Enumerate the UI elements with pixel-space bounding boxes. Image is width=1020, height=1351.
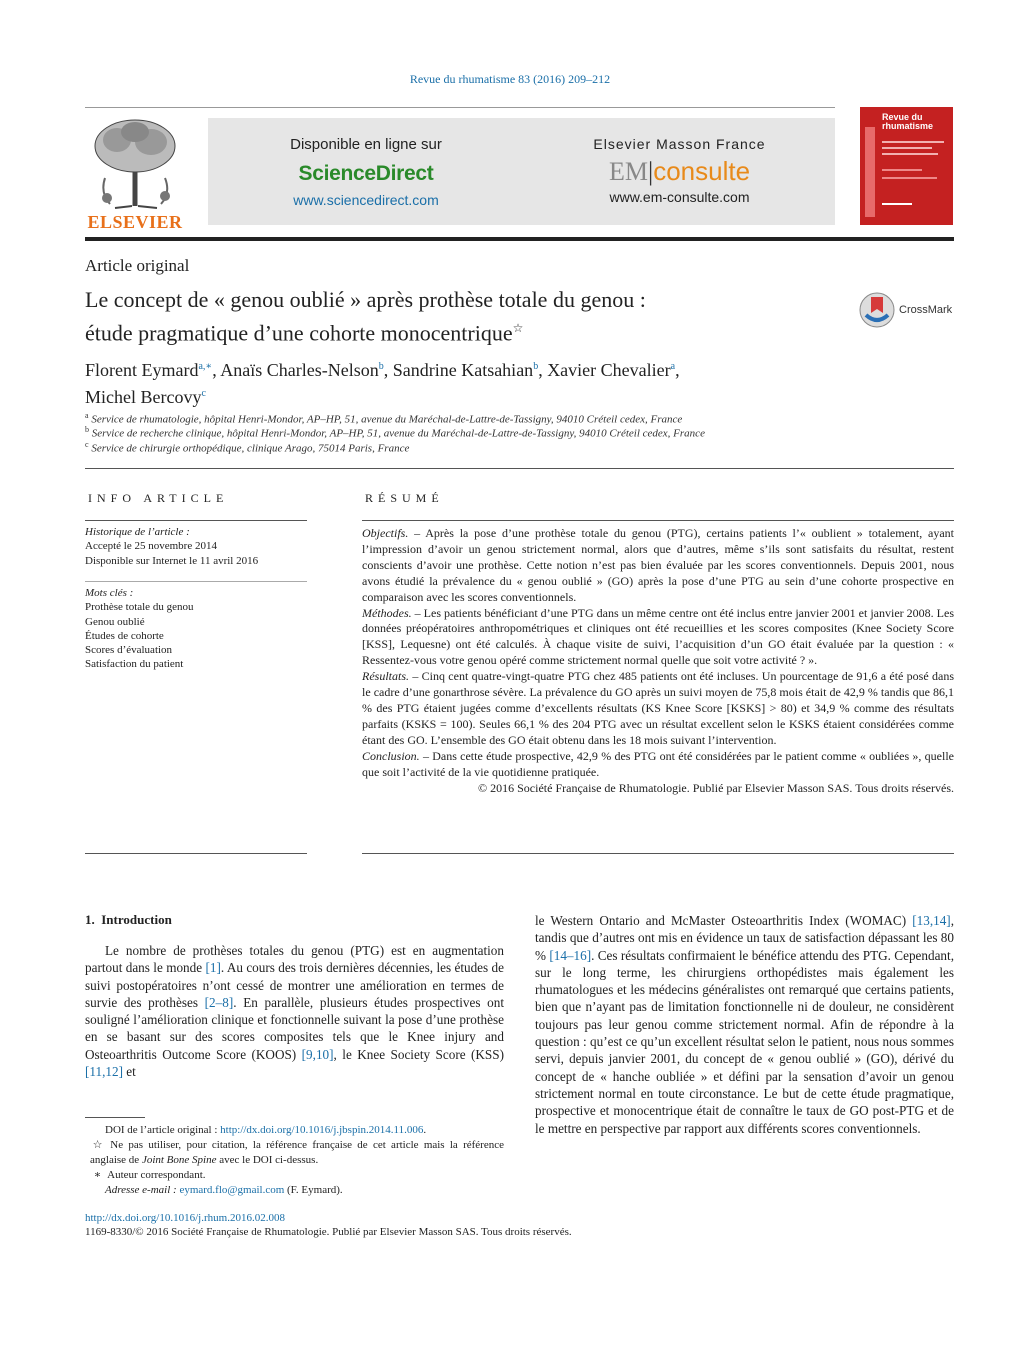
keyword: Études de cohorte [85,629,164,642]
article-type: Article original [85,256,190,275]
intro-right-column: le Western Ontario and McMaster Osteoarthritis Index (WOMAC) [13,14], tandis que d’autres ont mis en évidence un taux de satisfaction dépassant les 80 % [14–16]. Ces résultats confirmaient le bénéfice attendu des PTG. Cependant, sur le long terme, les chirurgiens orthopédistes mais également les rhumatologues et les médecins généralistes ont remarqué que certains patients, bien que n’ayant pas de limitation fonctionnelle ni de douleur, ne considèrent toujours pas leur genou comme strictement normal. Afin de répondre à la question : qu’est ce qu’un excellent résultat selon le patient, nous nous sommes servi, depuis janvier 2001, du concept de « genou oublié » (GO), dérivé du concept de « hanche oubliée » et défini par la sensation d’avoir un genou strictement normal en toute circonstance. Le but de cette étude pragmatique, prospective et monocentrique était de connaître le taux de GO post-PTG et de le mettre en perspective par rapport aux différents scores conventionnels. [535,913,954,1136]
resume-heading: RÉSUMÉ [365,491,444,505]
keyword: Scores d’évaluation [85,644,173,657]
citation-link[interactable]: [11,12] [85,1064,123,1080]
abstract-copyright: © 2016 Société Française de Rhumatologie. Publié par Elsevier Masson SAS. Tous droits réservés. [478,780,954,795]
sciencedirect-logo: ScienceDirect [298,162,434,185]
emconsulte-link[interactable]: www.em-consulte.com [609,189,750,205]
star-icon: ☆ [92,1139,103,1151]
keyword: Genou oublié [85,615,145,628]
crossmark-label: CrossMark [899,304,953,316]
author: Michel Bercovy [85,387,202,407]
footnote-citation-note: ☆ Ne pas utiliser, pour citation, la référence française de cet article mais la référence anglaise de Joint Bone Spine avec le DOI ci-dessus. [90,1139,504,1166]
footnote-doi: DOI de l’article original : http://dx.doi.org/10.1016/j.jbspin.2014.11.006. [105,1124,427,1136]
author: Sandrine Katsahian [392,360,534,380]
author: Florent Eymard [85,360,199,380]
article-title: Le concept de « genou oublié » après prothèse totale du genou : étude pragmatique d’une cohorte monocentrique☆ [85,287,646,346]
info-divider [85,520,307,521]
keyword: Satisfaction du patient [85,658,184,671]
title-star-icon: ☆ [512,321,524,335]
publisher-name: Elsevier Masson France [593,136,766,152]
citation-link[interactable]: [14–16] [549,947,592,963]
abstract-body [362,526,954,796]
affiliation-a: $^a$ Service de rhumatologie, hôpital Henri-Mondor, AP–HP, 51, avenue du Maréchal-de-Lattre-de-Tassigny, 94010 Créteil cedex, France [85,411,683,426]
crossmark-badge[interactable] [858,291,952,329]
affiliation-b: $^b$ Service de recherche clinique, hôpital Henri-Mondor, AP–HP, 51, avenue du Maréchal-de-Lattre-de-Tassigny, 94010 Créteil cedex, France [85,425,705,440]
author: Xavier Chevalier [547,360,671,380]
original-doi-link[interactable]: http://dx.doi.org/10.1016/j.jbspin.2014.11.006 [220,1124,424,1136]
keywords: Mots clés : Prothèse totale du genou Genou oublié Études de cohorte Scores d’évaluation Satisfaction du patient [85,586,307,672]
abstract-conclusion: Conclusion. – Dans cette étude prospective, 42,9 % des PTG ont été considérées par le patient comme « oubliées », quelle que soit l’activité de la vie quotidienne pratiquée. [362,748,954,779]
emconsulte-logo: EM|consulte [608,156,751,186]
abstract-objectifs: Objectifs. – Après la pose d’une prothèse totale du genou (PTG), certains patients l’« oublient » totalement, ayant l’impression d’avoir un genou strictement normal, alors que d’autres, même s’ils sont satisfaits du résultat, restent conscients d’avoir une prothèse. Cette notion n’est pas bien évaluée par les scores conventionnels. Depuis 2001, nous avons étudié la prévalence du « genou oublié » (GO) après la pose d’une PTG au sein d’une cohorte prospective en comparaison avec les scores conventionnels. [362,526,954,604]
footnote-email: Adresse e-mail : eymard.flo@gmail.com (F. Eymard). [105,1184,343,1196]
availability-banner [208,118,835,225]
elsevier-tree-icon [85,118,185,210]
header-divider [85,107,835,108]
footnote-corresponding: ∗ Auteur correspondant. [93,1169,206,1181]
sciencedirect-link[interactable]: www.sciencedirect.com [293,192,439,208]
footnotes [85,1123,504,1198]
intro-left-column: Le nombre de prothèses totales du genou (PTG) est en augmentation partout dans le monde [1]. Au cours des trois dernières décennies, les études de suivi postopératoires n’ont cessé de montrer une amélioration en termes de survie des prothèses [2–8]. En parallèle, plusieurs études prospectives ont souligné l’amélioration clinique et fonctionnelle suivant la pose d’une prothèse en se basant sur des scores composites tels que le Knee injury and Osteoarthritis Outcome Score (KOOS) [9,10], le Knee Society Score (KSS) [11,12] et [85,943,504,1080]
author: Anaïs Charles-Nelson [220,360,379,380]
section-heading-introduction: 1. Introduction [85,912,172,927]
info-heading: INFO ARTICLE [88,491,229,505]
cover-title: Revue du rhumatisme [882,112,934,131]
emconsulte-block [524,118,835,225]
citation-link[interactable]: [2–8] [204,994,234,1010]
abstract-resultats: Résultats. – Cinq cent quatre-vingt-quatre PTG chez 485 patients ont été incluses. Un pourcentage de 91,6 a été posé dans le cadre d’une gonarthrose sévère. La prévalence du GO après un suivi moyen de 75,8 mois était de 42,9 % tandis que 86,1 % des PTG étaient jugées comme d’excellents résultats (KS Knee Score [KSKS] > 80) et 34,9 % comme des résultats parfaits (KSKS = 100). Seules 66,1 % des 204 PTG avec un résultat excellent selon le KSKS étaient considérées comme étant des GO. L’ensemble des GO était obtenu dans les 18 mois suivant l’intervention. [362,669,954,747]
available-online-label: Disponible en ligne sur [290,136,442,153]
article-history: Historique de l’article : Accepté le 25 novembre 2014 Disponible sur Internet le 11 avril 2016 [85,526,259,567]
elsevier-wordmark: ELSEVIER [87,212,183,232]
author-list: Florent Eymard$^{a,∗}$, Anaïs Charles-Nelson$^b$, Sandrine Katsahian$^b$, Xavier Chevalier$^a$, Michel Bercovy$^c$ [85,360,680,407]
resume-bottom-divider [362,853,954,854]
citation-link[interactable]: [13,14] [912,913,951,928]
history-divider [85,581,307,582]
issn-copyright: 1169-8330/© 2016 Société Française de Rhumatologie. Publié par Elsevier Masson SAS. Tous droits réservés. [85,1226,572,1238]
abstract-methodes: Méthodes. – Les patients bénéficiant d’une PTG dans un même centre ont été inclus entre janvier 2001 et janvier 2008. Les données préopératoires anthropométriques et cliniques ont été recueillies et les scores composites (Knee Society Score [KSS], Lequesne) ont été calculés. À chaque visite de suivi, l’acquisition d’un GO était évaluée par la question : « Ressentez-vous votre genou opéré comme strictement normal quelle que soit votre activité ? ». [362,605,954,668]
journal-reference[interactable]: Revue du rhumatisme 83 (2016) 209–212 [409,72,611,86]
crossmark-icon [858,291,896,329]
keyword: Prothèse totale du genou [85,601,194,614]
elsevier-logo [85,118,185,232]
resume-divider [362,520,954,521]
article-doi-link[interactable]: http://dx.doi.org/10.1016/j.rhum.2016.02.008 [85,1212,285,1224]
footnote-divider [85,1117,145,1118]
affiliation-c: $^c$ Service de chirurgie orthopédique, clinique Arago, 75014 Paris, France [85,440,410,455]
journal-cover [860,107,953,225]
affiliation-divider [85,468,954,469]
citation-link[interactable]: [1] [205,960,221,976]
thick-divider [85,237,954,241]
sciencedirect-block [208,118,524,225]
citation-link[interactable]: [9,10] [301,1046,334,1062]
email-link[interactable]: eymard.flo@gmail.com [179,1184,285,1196]
info-bottom-divider [85,853,307,854]
